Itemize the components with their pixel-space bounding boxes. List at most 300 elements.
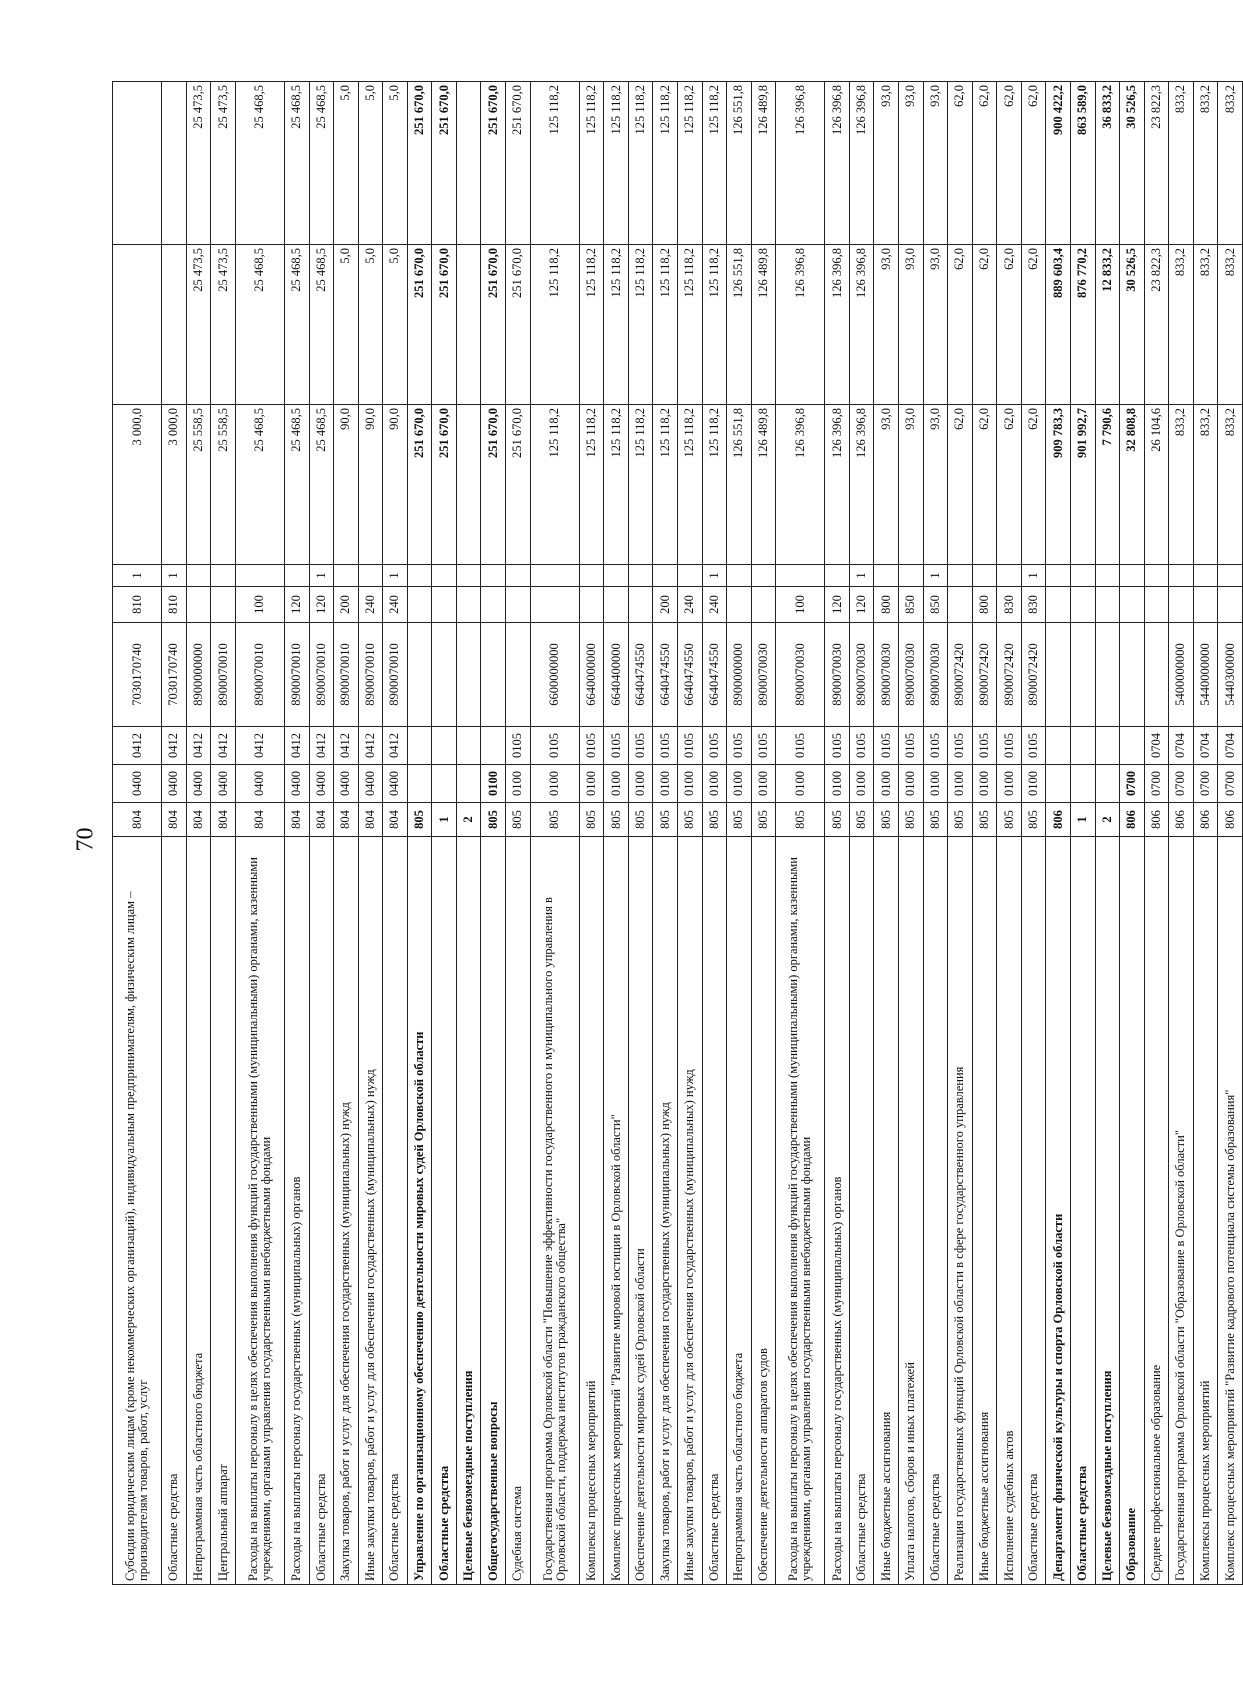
row-expense-type: 120: [849, 587, 874, 623]
row-expense-type: [948, 587, 973, 623]
table-row: [948, 82, 973, 1585]
row-value-year2: 93,0: [899, 245, 924, 405]
row-value-year2: 125 118,2: [579, 245, 604, 405]
row-ved: 804: [309, 803, 334, 837]
page-number: 70: [72, 827, 99, 852]
row-source-flag: [1144, 565, 1169, 587]
row-value-year2: 833,2: [1193, 245, 1218, 405]
row-source-flag: 1: [849, 565, 874, 587]
row-subsection: 0412: [235, 727, 284, 765]
row-value-year3: 93,0: [923, 82, 948, 245]
row-expense-type: 120: [825, 587, 850, 623]
row-source-flag: 1: [1021, 565, 1046, 587]
row-subsection: [432, 727, 457, 765]
row-value-year2: [113, 245, 162, 405]
row-value-year3: 125 118,2: [653, 82, 678, 245]
row-name: Областные средства: [1070, 837, 1095, 1585]
row-value-year1: 25 468,5: [284, 405, 309, 565]
row-source-flag: [186, 565, 211, 587]
row-value-year3: 5,0: [383, 82, 408, 245]
row-expense-type: 200: [653, 587, 678, 623]
row-ved: 806: [1169, 803, 1194, 837]
row-section: 0700: [1218, 765, 1243, 803]
row-subsection: 0105: [751, 727, 776, 765]
row-source-flag: [211, 565, 236, 587]
row-source-flag: 1: [923, 565, 948, 587]
row-source-flag: [1070, 565, 1095, 587]
row-value-year3: 125 118,2: [628, 82, 653, 245]
row-section: 0400: [383, 765, 408, 803]
row-source-flag: [653, 565, 678, 587]
row-name: Областные средства: [702, 837, 727, 1585]
row-name: Целевые безвозмездные поступления: [456, 837, 481, 1585]
row-name: Областные средства: [309, 837, 334, 1585]
row-value-year2: 125 118,2: [677, 245, 702, 405]
row-value-year3: 125 118,2: [702, 82, 727, 245]
row-ved: 805: [874, 803, 899, 837]
row-section: 0100: [604, 765, 629, 803]
row-section: 0400: [211, 765, 236, 803]
row-target-article: [1120, 623, 1145, 727]
row-value-year2: 125 118,2: [628, 245, 653, 405]
row-target-article: 6640474550: [702, 623, 727, 727]
row-source-flag: [751, 565, 776, 587]
row-expense-type: 200: [334, 587, 359, 623]
row-value-year1: 126 396,8: [849, 405, 874, 565]
row-value-year3: 833,2: [1218, 82, 1243, 245]
row-value-year3: 5,0: [334, 82, 359, 245]
row-value-year2: 251 670,0: [432, 245, 457, 405]
row-expense-type: [432, 587, 457, 623]
row-ved: 804: [358, 803, 383, 837]
row-value-year2: 126 396,8: [776, 245, 825, 405]
table-row: [456, 82, 481, 1585]
row-section: 0100: [849, 765, 874, 803]
table-row: [579, 82, 604, 1585]
row-ved: 805: [727, 803, 752, 837]
row-section: 0100: [653, 765, 678, 803]
row-value-year3: 900 422,2: [1046, 82, 1071, 245]
row-subsection: 0412: [309, 727, 334, 765]
row-value-year2: 23 822,3: [1144, 245, 1169, 405]
row-value-year3: 25 468,5: [309, 82, 334, 245]
row-target-article: 8900070030: [825, 623, 850, 727]
row-value-year1: 62,0: [948, 405, 973, 565]
row-target-article: 8900070030: [849, 623, 874, 727]
row-section: [456, 765, 481, 803]
row-value-year3: 93,0: [874, 82, 899, 245]
row-subsection: [407, 727, 432, 765]
row-ved: 805: [530, 803, 579, 837]
row-source-flag: 1: [113, 565, 162, 587]
row-value-year1: 90,0: [383, 405, 408, 565]
row-expense-type: 100: [776, 587, 825, 623]
row-value-year1: 251 670,0: [481, 405, 506, 565]
row-expense-type: [604, 587, 629, 623]
row-section: 0100: [825, 765, 850, 803]
row-expense-type: [1169, 587, 1194, 623]
row-source-flag: [432, 565, 457, 587]
row-name: Иные закупки товаров, работ и услуг для обеспечения государственных (муниципальных) нужд: [358, 837, 383, 1585]
table-row: [776, 82, 825, 1585]
table-row: [899, 82, 924, 1585]
row-section: [1070, 765, 1095, 803]
row-source-flag: [628, 565, 653, 587]
row-value-year3: [113, 82, 162, 245]
row-subsection: 0704: [1169, 727, 1194, 765]
row-source-flag: [1095, 565, 1120, 587]
table-row: [677, 82, 702, 1585]
row-value-year1: 62,0: [997, 405, 1022, 565]
row-subsection: 0105: [849, 727, 874, 765]
row-source-flag: [579, 565, 604, 587]
row-value-year1: [456, 405, 481, 565]
row-expense-type: [1218, 587, 1243, 623]
row-value-year1: 3 000,0: [162, 405, 187, 565]
row-target-article: 8900070010: [235, 623, 284, 727]
row-target-article: 6640000000: [579, 623, 604, 727]
row-section: 0100: [506, 765, 531, 803]
row-value-year1: 90,0: [358, 405, 383, 565]
table-row: [162, 82, 187, 1585]
row-source-flag: [358, 565, 383, 587]
row-subsection: 0105: [677, 727, 702, 765]
row-value-year2: 126 489,8: [751, 245, 776, 405]
row-target-article: 8900070010: [284, 623, 309, 727]
table-row: [481, 82, 506, 1585]
row-section: 0700: [1169, 765, 1194, 803]
row-target-article: [1095, 623, 1120, 727]
budget-table: [112, 81, 1243, 1585]
row-target-article: 8900072420: [948, 623, 973, 727]
row-ved: 805: [481, 803, 506, 837]
row-name: Исполнение судебных актов: [997, 837, 1022, 1585]
row-value-year3: 833,2: [1169, 82, 1194, 245]
row-value-year3: [162, 82, 187, 245]
row-value-year2: 25 473,5: [211, 245, 236, 405]
table-row: [1169, 82, 1194, 1585]
row-value-year2: 125 118,2: [653, 245, 678, 405]
row-section: 0400: [113, 765, 162, 803]
table-row: [1218, 82, 1243, 1585]
row-source-flag: [235, 565, 284, 587]
row-target-article: 8900072420: [1021, 623, 1046, 727]
row-target-article: [1144, 623, 1169, 727]
row-target-article: 8900000000: [186, 623, 211, 727]
row-ved: 1: [1070, 803, 1095, 837]
row-target-article: 7030170740: [162, 623, 187, 727]
row-value-year2: 876 770,2: [1070, 245, 1095, 405]
row-section: 0100: [751, 765, 776, 803]
row-value-year1: 26 104,6: [1144, 405, 1169, 565]
row-section: 0100: [1021, 765, 1046, 803]
row-section: 0400: [235, 765, 284, 803]
row-source-flag: [530, 565, 579, 587]
row-value-year1: 909 783,3: [1046, 405, 1071, 565]
row-value-year3: 25 468,5: [284, 82, 309, 245]
row-section: [1095, 765, 1120, 803]
row-value-year3: 23 822,3: [1144, 82, 1169, 245]
row-expense-type: [481, 587, 506, 623]
row-section: [1046, 765, 1071, 803]
row-section: 0100: [776, 765, 825, 803]
row-value-year1: 62,0: [972, 405, 997, 565]
row-value-year1: 126 489,8: [751, 405, 776, 565]
row-subsection: 0704: [1218, 727, 1243, 765]
row-ved: 805: [776, 803, 825, 837]
row-target-article: 8900070010: [383, 623, 408, 727]
row-name: Целевые безвозмездные поступления: [1095, 837, 1120, 1585]
row-ved: 805: [825, 803, 850, 837]
row-ved: 805: [628, 803, 653, 837]
row-name: Образование: [1120, 837, 1145, 1585]
row-source-flag: [1218, 565, 1243, 587]
row-expense-type: [579, 587, 604, 623]
table-row: [211, 82, 236, 1585]
row-subsection: [1046, 727, 1071, 765]
row-ved: 805: [948, 803, 973, 837]
row-source-flag: [506, 565, 531, 587]
row-value-year1: 126 551,8: [727, 405, 752, 565]
row-expense-type: [1120, 587, 1145, 623]
row-value-year1: 25 558,5: [211, 405, 236, 565]
row-value-year3: 25 473,5: [211, 82, 236, 245]
row-name: Иные бюджетные ассигнования: [972, 837, 997, 1585]
row-expense-type: [751, 587, 776, 623]
row-value-year2: [456, 245, 481, 405]
row-subsection: 0105: [702, 727, 727, 765]
row-subsection: 0412: [113, 727, 162, 765]
row-section: 0700: [1193, 765, 1218, 803]
row-name: Обеспечение деятельности мировых судей Орловской области: [628, 837, 653, 1585]
row-section: 0100: [948, 765, 973, 803]
row-target-article: 6640474550: [628, 623, 653, 727]
row-value-year3: 93,0: [899, 82, 924, 245]
row-section: 0100: [677, 765, 702, 803]
row-value-year1: 90,0: [334, 405, 359, 565]
row-expense-type: 850: [923, 587, 948, 623]
row-expense-type: [186, 587, 211, 623]
row-value-year3: 125 118,2: [677, 82, 702, 245]
row-section: 0700: [1120, 765, 1145, 803]
row-source-flag: [456, 565, 481, 587]
row-subsection: 0105: [1021, 727, 1046, 765]
table-row: [628, 82, 653, 1585]
row-value-year1: 7 790,6: [1095, 405, 1120, 565]
row-value-year2: 126 396,8: [825, 245, 850, 405]
row-subsection: 0105: [776, 727, 825, 765]
table-row: [1070, 82, 1095, 1585]
row-section: 0100: [899, 765, 924, 803]
row-ved: 805: [702, 803, 727, 837]
budget-table-body: [113, 82, 1243, 1585]
row-target-article: 8900070010: [211, 623, 236, 727]
row-name: Управление по организационному обеспечению деятельности мировых судей Орловской области: [407, 837, 432, 1585]
row-expense-type: 120: [309, 587, 334, 623]
row-name: Закупка товаров, работ и услуг для обеспечения государственных (муниципальных) нужд: [653, 837, 678, 1585]
row-subsection: 0105: [579, 727, 604, 765]
row-value-year1: 62,0: [1021, 405, 1046, 565]
row-value-year3: 125 118,2: [530, 82, 579, 245]
table-row: [1193, 82, 1218, 1585]
row-value-year1: 126 396,8: [776, 405, 825, 565]
row-ved: 805: [407, 803, 432, 837]
table-row: [186, 82, 211, 1585]
row-ved: 806: [1046, 803, 1071, 837]
row-subsection: 0105: [923, 727, 948, 765]
table-row: [653, 82, 678, 1585]
row-value-year1: 25 558,5: [186, 405, 211, 565]
row-name: Закупка товаров, работ и услуг для обеспечения государственных (муниципальных) нужд: [334, 837, 359, 1585]
row-expense-type: [1193, 587, 1218, 623]
row-source-flag: [604, 565, 629, 587]
row-target-article: [456, 623, 481, 727]
row-value-year1: 125 118,2: [702, 405, 727, 565]
row-ved: 804: [383, 803, 408, 837]
row-value-year3: 251 670,0: [432, 82, 457, 245]
row-name: Среднее профессиональное образование: [1144, 837, 1169, 1585]
row-name: Уплата налогов, сборов и иных платежей: [899, 837, 924, 1585]
row-expense-type: 810: [113, 587, 162, 623]
row-source-flag: [874, 565, 899, 587]
row-section: 0400: [186, 765, 211, 803]
row-expense-type: [1144, 587, 1169, 623]
row-source-flag: [972, 565, 997, 587]
row-name: Областные средства: [1021, 837, 1046, 1585]
row-value-year1: 251 670,0: [506, 405, 531, 565]
row-section: 0100: [997, 765, 1022, 803]
row-value-year3: 62,0: [997, 82, 1022, 245]
row-subsection: 0412: [358, 727, 383, 765]
table-row: [407, 82, 432, 1585]
row-value-year2: 125 118,2: [702, 245, 727, 405]
row-name: Иные закупки товаров, работ и услуг для обеспечения государственных (муниципальных) нужд: [677, 837, 702, 1585]
row-subsection: 0412: [186, 727, 211, 765]
row-value-year3: 25 468,5: [235, 82, 284, 245]
row-source-flag: [899, 565, 924, 587]
row-value-year2: 30 526,5: [1120, 245, 1145, 405]
row-value-year2: 25 473,5: [186, 245, 211, 405]
row-target-article: 6600000000: [530, 623, 579, 727]
row-value-year1: 833,2: [1193, 405, 1218, 565]
row-name: Областные средства: [923, 837, 948, 1585]
row-target-article: [481, 623, 506, 727]
row-value-year2: 25 468,5: [284, 245, 309, 405]
row-subsection: 0105: [997, 727, 1022, 765]
row-target-article: 8900072420: [972, 623, 997, 727]
row-source-flag: [1120, 565, 1145, 587]
row-name: Непрограммная часть областного бюджета: [727, 837, 752, 1585]
row-value-year1: 93,0: [899, 405, 924, 565]
row-subsection: 0412: [334, 727, 359, 765]
row-target-article: 8900072420: [997, 623, 1022, 727]
table-row: [284, 82, 309, 1585]
row-target-article: 5440300000: [1218, 623, 1243, 727]
row-ved: 805: [604, 803, 629, 837]
row-subsection: 0704: [1193, 727, 1218, 765]
row-subsection: 0105: [727, 727, 752, 765]
row-name: Комплекс процессных мероприятий "Развитие мировой юстиции в Орловской области": [604, 837, 629, 1585]
row-name: Областные средства: [849, 837, 874, 1585]
row-target-article: 8900070010: [309, 623, 334, 727]
row-expense-type: [456, 587, 481, 623]
row-target-article: 8900000000: [727, 623, 752, 727]
row-name: Областные средства: [432, 837, 457, 1585]
row-value-year3: 30 526,5: [1120, 82, 1145, 245]
row-value-year2: 25 468,5: [235, 245, 284, 405]
row-expense-type: 850: [899, 587, 924, 623]
row-section: 0100: [972, 765, 997, 803]
row-name: Общегосударственные вопросы: [481, 837, 506, 1585]
row-value-year3: 62,0: [972, 82, 997, 245]
row-subsection: [1120, 727, 1145, 765]
table-row: [309, 82, 334, 1585]
row-value-year2: [162, 245, 187, 405]
table-row: [751, 82, 776, 1585]
row-name: Государственная программа Орловской области "Повышение эффективности государственного и муниципального управления в Орловской области, поддержка институтов гражданского общества": [530, 837, 579, 1585]
row-section: 0400: [284, 765, 309, 803]
row-subsection: 0105: [948, 727, 973, 765]
row-value-year3: 126 551,8: [727, 82, 752, 245]
table-row: [702, 82, 727, 1585]
row-source-flag: [1193, 565, 1218, 587]
row-value-year2: 126 551,8: [727, 245, 752, 405]
row-ved: 804: [113, 803, 162, 837]
row-expense-type: 240: [702, 587, 727, 623]
row-target-article: 6640474550: [677, 623, 702, 727]
row-ved: 805: [923, 803, 948, 837]
row-expense-type: [727, 587, 752, 623]
row-value-year2: 12 833,2: [1095, 245, 1120, 405]
row-subsection: 0105: [874, 727, 899, 765]
row-section: 0100: [530, 765, 579, 803]
row-value-year1: 125 118,2: [653, 405, 678, 565]
row-subsection: 0105: [604, 727, 629, 765]
row-value-year2: 93,0: [874, 245, 899, 405]
row-name: Областные средства: [162, 837, 187, 1585]
row-value-year3: 36 833,2: [1095, 82, 1120, 245]
row-target-article: 8900070010: [358, 623, 383, 727]
row-value-year2: 126 396,8: [849, 245, 874, 405]
row-source-flag: [407, 565, 432, 587]
table-row: [383, 82, 408, 1585]
row-value-year1: 125 118,2: [628, 405, 653, 565]
table-row: [1144, 82, 1169, 1585]
row-subsection: 0412: [284, 727, 309, 765]
row-target-article: [1046, 623, 1071, 727]
row-value-year1: 901 992,7: [1070, 405, 1095, 565]
row-name: Реализация государственных функций Орловской области в сфере государственного управления: [948, 837, 973, 1585]
table-row: [727, 82, 752, 1585]
row-value-year2: 833,2: [1169, 245, 1194, 405]
row-section: 0400: [162, 765, 187, 803]
row-value-year3: 62,0: [948, 82, 973, 245]
table-row: [506, 82, 531, 1585]
row-ved: 804: [334, 803, 359, 837]
table-row: [604, 82, 629, 1585]
row-value-year3: 5,0: [358, 82, 383, 245]
row-name: Комплексы процессных мероприятий: [1193, 837, 1218, 1585]
row-source-flag: [948, 565, 973, 587]
table-row: [849, 82, 874, 1585]
row-value-year2: 62,0: [1021, 245, 1046, 405]
row-value-year2: 5,0: [383, 245, 408, 405]
row-expense-type: [1095, 587, 1120, 623]
table-row: [874, 82, 899, 1585]
row-ved: 805: [849, 803, 874, 837]
table-row: [113, 82, 162, 1585]
row-ved: 805: [899, 803, 924, 837]
